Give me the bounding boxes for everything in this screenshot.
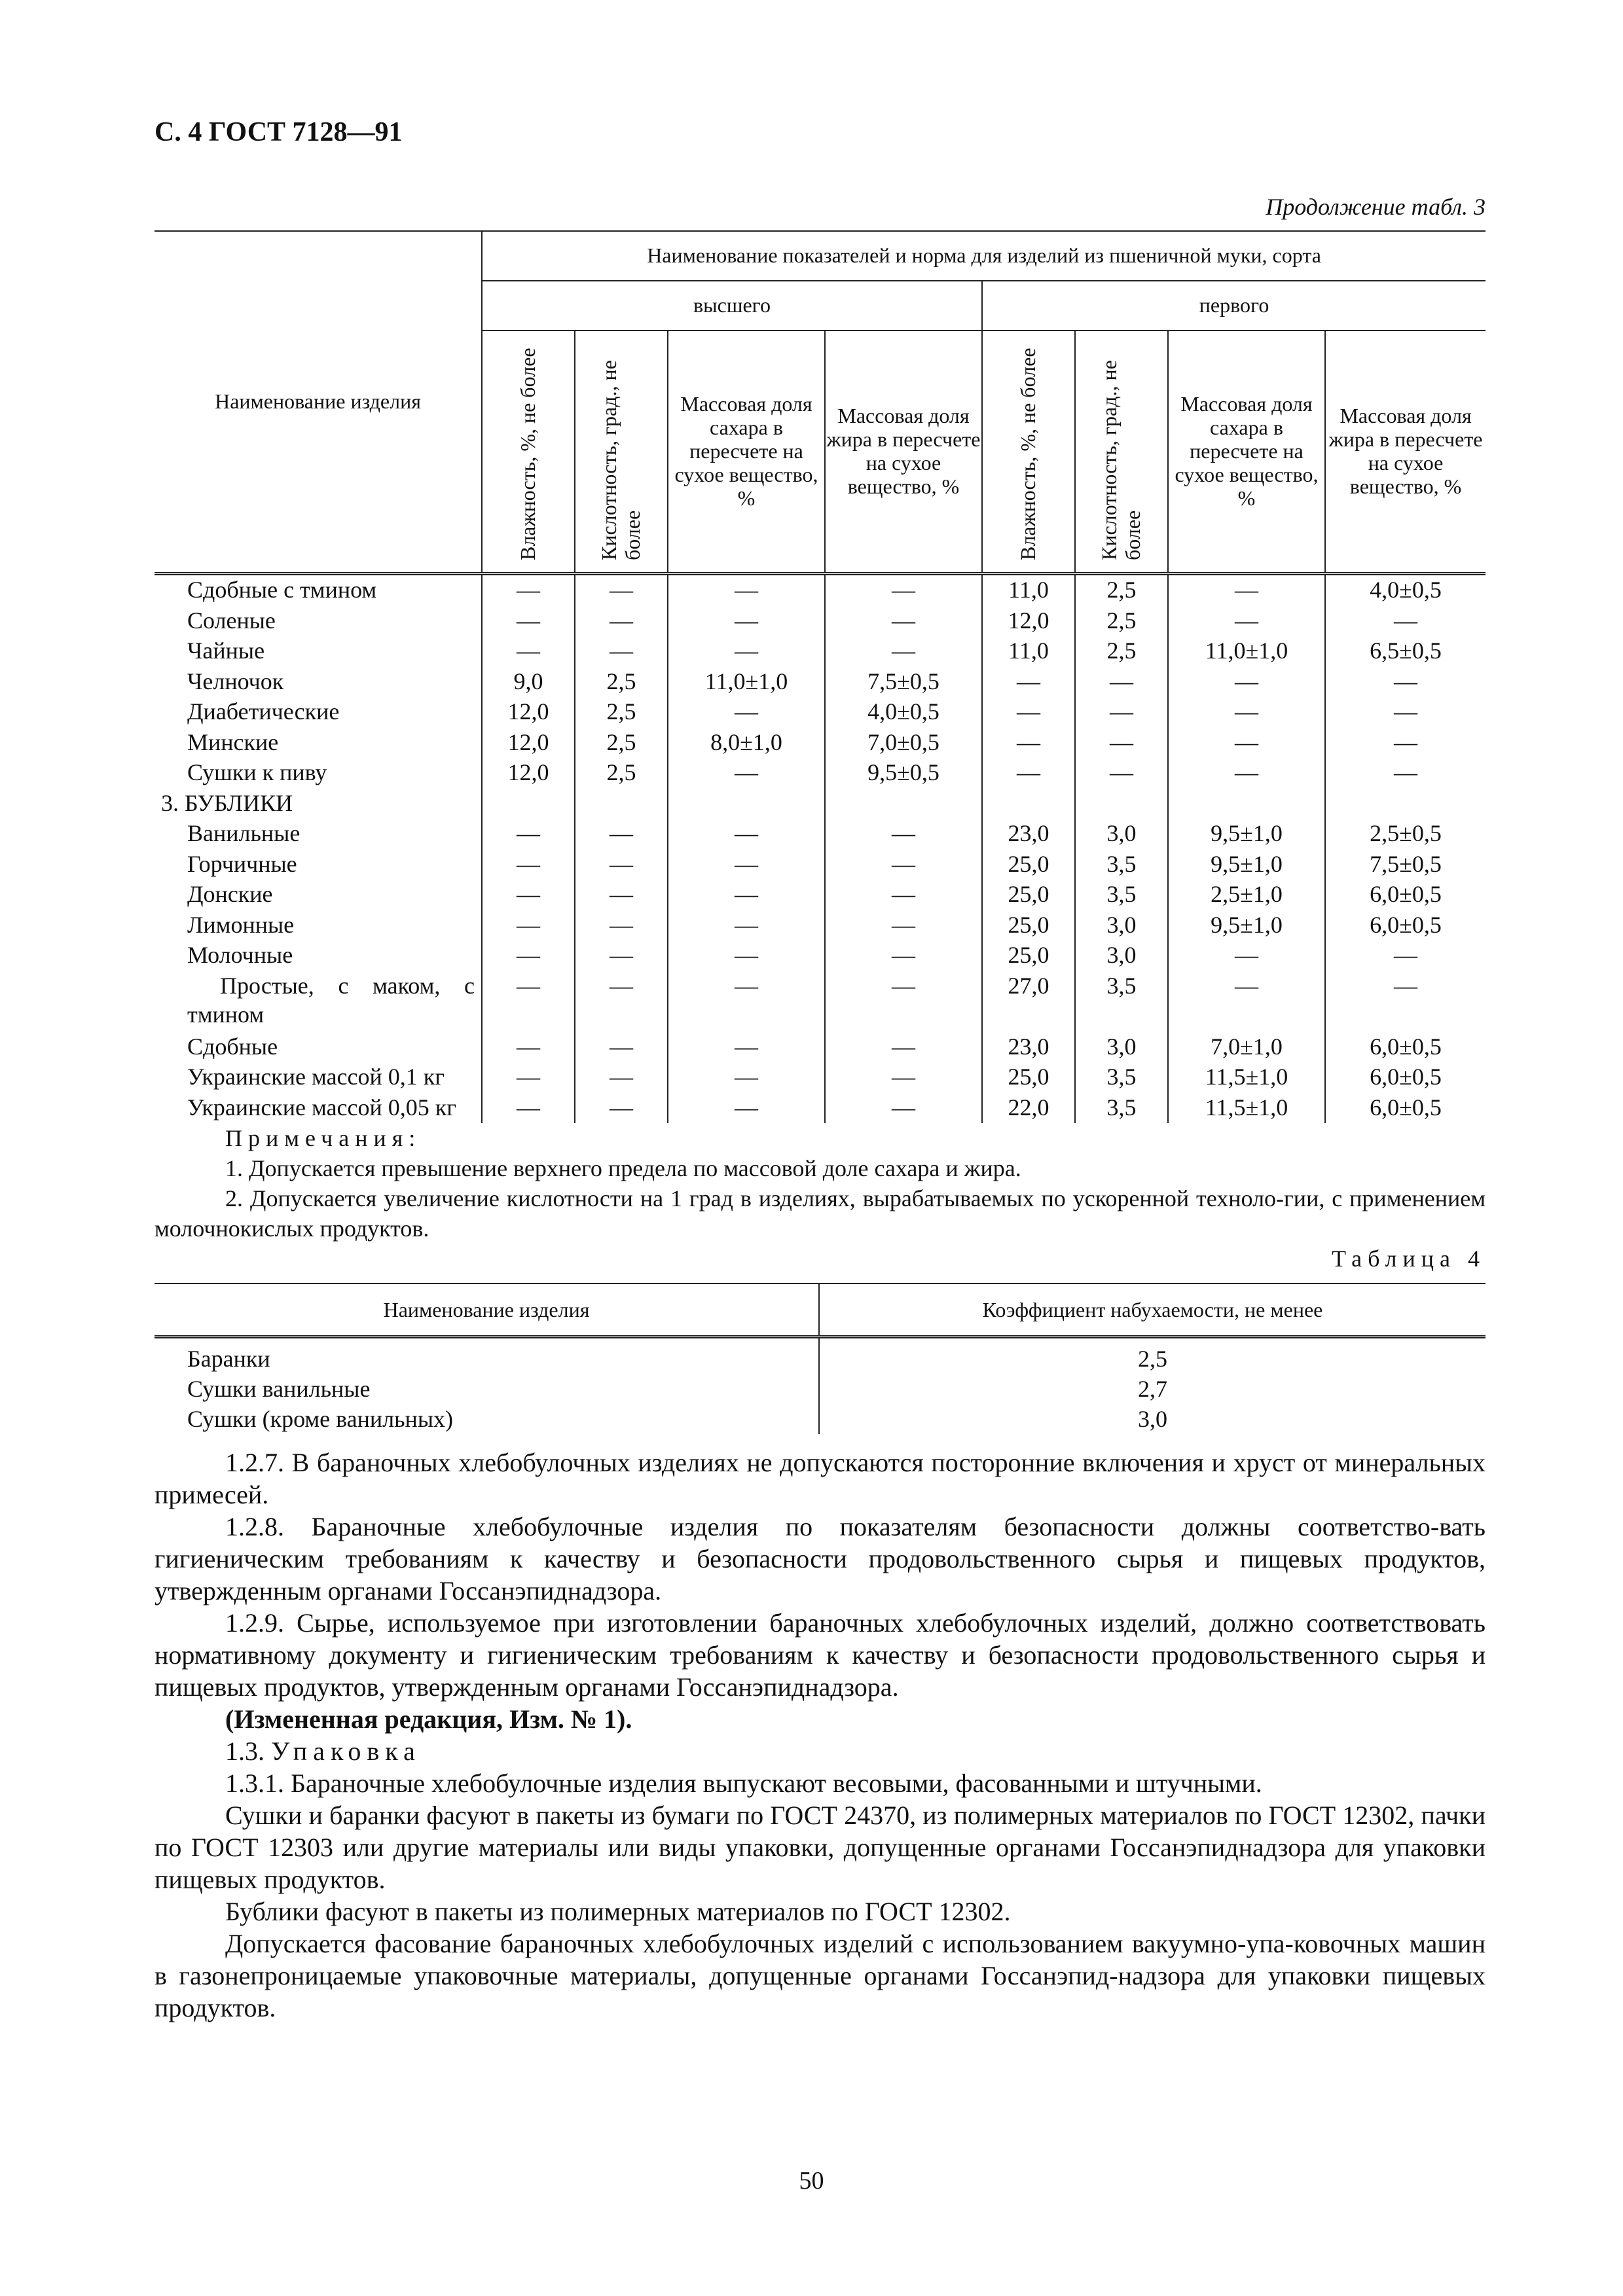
col-header-fat-high: Массовая доля жира в пересчете на сухое вещество, % [825, 331, 982, 574]
table-4 [155, 1283, 1486, 1434]
note-1: 1. Допускается превышение верхнего предела по массовой доле сахара и жира. [225, 1155, 1021, 1181]
table-row: Горчичные — — — — 25,0 3,5 9,5±1,0 7,5±0,5 [155, 850, 1486, 880]
col-header-sugar-high: Массовая доля сахара в пересчете на сухое вещество, % [668, 331, 825, 574]
group-header: Наименование показателей и норма для изделий из пшеничной муки, сорта [482, 231, 1486, 281]
col-header-fat-first: Массовая доля жира в пересчете на сухое вещество, % [1325, 331, 1486, 574]
table-row: Баранки 2,5 [155, 1344, 1486, 1374]
note-2: 2. Допускается увеличение кислотности на 1 град в изделиях, вырабатываемых по ускоренной техноло-гии, с применением молочнокислых продуктов. [155, 1185, 1486, 1242]
section-number: 1.3. [225, 1736, 264, 1766]
table-row: Сушки к пиву 12,0 2,5 — 9,5±0,5 — — — — [155, 758, 1486, 789]
section-title: Упаковка [271, 1736, 421, 1766]
grade-first-header: первого [982, 281, 1486, 331]
page-number: 50 [799, 2167, 824, 2195]
grade-high-header: высшего [482, 281, 982, 331]
paragraph-1-2-7: 1.2.7. В бараночных хлебобулочных изделиях не допускаются посторонние включения и хруст от минеральных примесей. [155, 1448, 1486, 1509]
paragraph-packaging-vacuum: Допускается фасование бараночных хлебобулочных изделий с использованием вакуумно-упа-ковочных машин в газонепроницаемые упаковочные материалы, допущенные органами Госсанэпид-надзора для упаковки пищевых продуктов. [155, 1929, 1486, 2022]
table-row: Сушки ванильные 2,7 [155, 1374, 1486, 1404]
table-row: Простые, с маком, с тмином — — — — 27,0 3,5 — — [155, 971, 1486, 1032]
row-name-line1: Простые, с маком, с [220, 972, 475, 999]
table-row: Челночок 9,0 2,5 11,0±1,0 7,5±0,5 — — — — [155, 667, 1486, 698]
col-header-sugar-first: Массовая доля сахара в пересчете на сухое вещество, % [1168, 331, 1325, 574]
notes-title: Примечания: [225, 1125, 422, 1151]
table-continuation-caption: Продолжение табл. 3 [1266, 194, 1486, 220]
paragraph-packaging-drying: Сушки и баранки фасуют в пакеты из бумаги по ГОСТ 24370, из полимерных материалов по ГОСТ 12302, пачки по ГОСТ 12303 или другие материалы или виды упаковки, допущенные органами Госсанэпиднадзора для упаковки пищевых продуктов. [155, 1801, 1486, 1894]
table-row: Сдобные с тмином — — — — 11,0 2,5 — 4,0±0,5 [155, 574, 1486, 606]
page-header: С. 4 ГОСТ 7128—91 [155, 117, 403, 147]
table-notes [155, 1123, 1486, 1244]
row-name-line2: тмином [187, 1001, 264, 1028]
col-header-moisture-high: Влажность, %, не более [482, 331, 575, 574]
body-text [155, 1446, 1486, 2024]
table-row: Диабетические 12,0 2,5 — 4,0±0,5 — — — — [155, 697, 1486, 728]
table-row: Лимонные — — — — 25,0 3,0 9,5±1,0 6,0±0,5 [155, 910, 1486, 941]
col-header-moisture-first: Влажность, %, не более [982, 331, 1075, 574]
table-row: Ванильные — — — — 23,0 3,0 9,5±1,0 2,5±0,5 [155, 819, 1486, 850]
table-row [155, 1337, 1486, 1344]
table-row: Сдобные — — — — 23,0 3,0 7,0±1,0 6,0±0,5 [155, 1032, 1486, 1063]
table-row: Соленые — — — — 12,0 2,5 — — [155, 606, 1486, 637]
table-row: Украинские массой 0,05 кг — — — — 22,0 3,5 11,5±1,0 6,0±0,5 [155, 1093, 1486, 1124]
table-3 [155, 230, 1486, 1123]
t4-col-header-name: Наименование изделия [155, 1283, 819, 1337]
col-header-acidity-high: Кислотность, град., не более [575, 331, 668, 574]
table-row: Сушки (кроме ванильных) 3,0 [155, 1404, 1486, 1434]
table-row: Донские — — — — 25,0 3,5 2,5±1,0 6,0±0,5 [155, 880, 1486, 910]
table-row: Молочные — — — — 25,0 3,0 — — [155, 941, 1486, 971]
paragraph-1-2-9: 1.2.9. Сырье, используемое при изготовлении бараночных хлебобулочных изделий, должно соответствовать нормативному документу и гигиеническим требованиям к качеству и безопасности продовольственного сырья и пищевых продуктов, утвержденным органами Госсанэпиднадзора. [155, 1608, 1486, 1702]
paragraph-1-3-1: 1.3.1. Бараночные хлебобулочные изделия выпускают весовыми, фасованными и штучными. [225, 1768, 1262, 1798]
amendment-note: (Измененная редакция, Изм. № 1). [225, 1704, 632, 1734]
col-header-acidity-first: Кислотность, град., не более [1075, 331, 1168, 574]
table-4-caption: Таблица 4 [1332, 1246, 1486, 1272]
paragraph-packaging-bagels: Бублики фасуют в пакеты из полимерных материалов по ГОСТ 12302. [225, 1897, 1011, 1926]
col-header-name: Наименование изделия [155, 231, 482, 574]
section-1-3-heading [155, 1735, 1486, 1767]
table-row: Минские 12,0 2,5 8,0±1,0 7,0±0,5 — — — — [155, 728, 1486, 759]
table-section-row: 3. БУБЛИКИ [155, 789, 1486, 819]
t4-col-header-value: Коэффициент набухаемости, не менее [819, 1283, 1486, 1337]
table-row: Чайные — — — — 11,0 2,5 11,0±1,0 6,5±0,5 [155, 636, 1486, 667]
table-row: Украинские массой 0,1 кг — — — — 25,0 3,5 11,5±1,0 6,0±0,5 [155, 1062, 1486, 1093]
paragraph-1-2-8: 1.2.8. Бараночные хлебобулочные изделия по показателям безопасности должны соответство-вать гигиеническим требованиям к качеству и безопасности продовольственного сырья и пищевых продуктов, утвержденным органами Госсанэпиднадзора. [155, 1512, 1486, 1605]
